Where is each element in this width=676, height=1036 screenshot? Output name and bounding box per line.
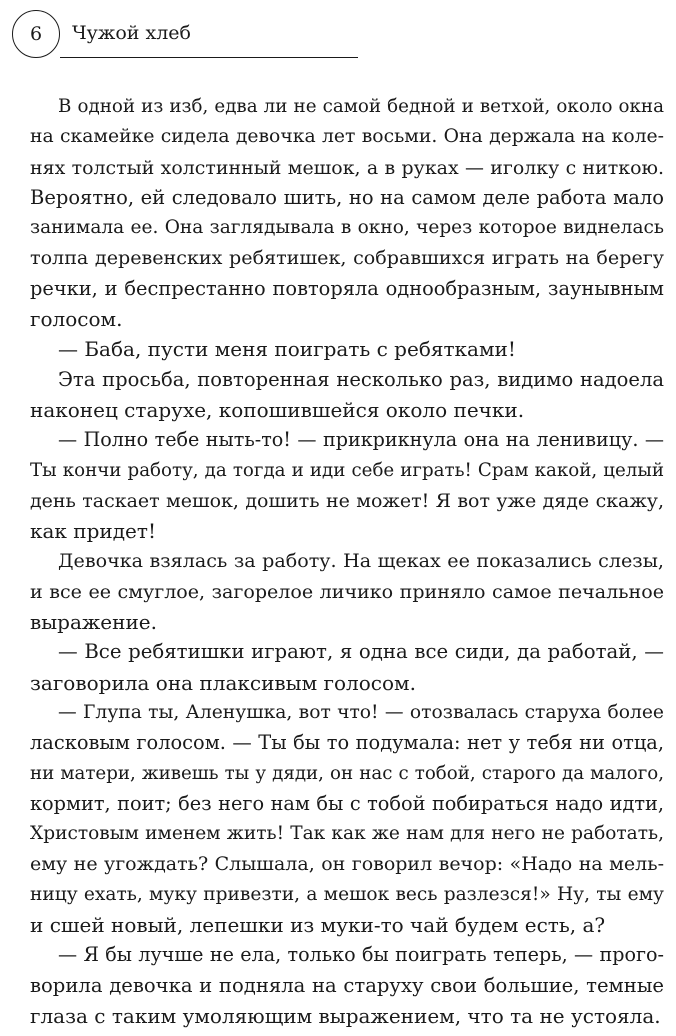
text-line: толпа деревенских ребятишек, собравшихся играть на берегу: [30, 246, 664, 270]
text-line: как придет!: [30, 519, 156, 544]
text-line: и сшей новый, лепешки из муки-то чай будем есть, а?: [30, 913, 606, 938]
page-number: 6: [12, 10, 60, 58]
text-line: ни матери, живешь ты у дяди, он нас с тобой, старого да малого,: [30, 762, 664, 784]
text-line: Христовым именем жить! Так как же нам для него не работать,: [30, 823, 664, 845]
text-line: В одной из изб, едва ли не самой бедной и ветхой, около окна: [58, 96, 664, 117]
text-line: Девочка взялась за работу. На щеках ее показались слезы,: [58, 549, 664, 573]
text-line: нях толстый холстинный мешок, а в руках — иголку с ниткою.: [30, 156, 664, 179]
header-rule: [60, 57, 358, 58]
text-line: голосом.: [30, 307, 123, 332]
text-body: [30, 92, 664, 1031]
text-line: заговорила она плаксивым голосом.: [30, 670, 416, 695]
text-line: ласковым голосом. — Ты бы то подумала: нет у тебя ни отца,: [30, 731, 664, 755]
text-line: кормит, поит; без него нам бы с тобой побираться надо идти,: [30, 791, 664, 815]
text-line: выражение.: [30, 610, 157, 635]
text-line: Эта просьба, повторенная несколько раз, видимо надоела: [58, 367, 664, 391]
text-line: — Полно тебе ныть-то! — прикрикнула она на ленивицу. —: [58, 428, 664, 452]
page-header: [12, 10, 372, 60]
text-line: — Все ребятишки играют, я одна все сиди, да работай, —: [58, 640, 664, 664]
text-line: наконец старухе, копошившейся около печки.: [30, 397, 525, 422]
text-line: — Баба, пусти меня поиграть с ребятками!: [58, 337, 516, 362]
text-line: занимала ее. Она заглядывала в окно, через которое виднелась: [30, 217, 664, 239]
text-line: — Глупа ты, Аленушка, вот что! — отозвалась старуха более: [58, 701, 664, 723]
text-line: Ты кончи работу, да тогда и иди себе играть! Срам какой, целый: [30, 459, 664, 481]
text-line: речки, и беспрестанно повторяла однообразным, заунывным: [30, 276, 664, 300]
text-line: Вероятно, ей следовало шить, но на самом деле работа мало: [30, 185, 664, 209]
text-line: ницу ехать, муку привезти, а мешок весь разлезся!» Ну, ты ему: [30, 883, 664, 905]
text-line: ворила девочка и подняла на старуху свои большие, темные: [30, 973, 664, 997]
text-line: ему не угождать? Слышала, он говорил вечор: «Надо на мель-: [30, 853, 664, 876]
running-title: Чужой хлеб: [72, 22, 191, 44]
text-line: на скамейке сидела девочка лет восьми. Она держала на коле-: [30, 126, 664, 148]
text-line: день таскает мешок, дошить не может! Я вот уже дяде скажу,: [30, 489, 664, 512]
text-line: глаза с таким умоляющим выражением, что та не устояла.: [30, 1003, 661, 1028]
text-line: — Я бы лучше не ела, только бы поиграть теперь, — прого-: [58, 943, 664, 967]
text-line: и все ее смуглое, загорелое личико приняло самое печальное: [30, 580, 664, 603]
